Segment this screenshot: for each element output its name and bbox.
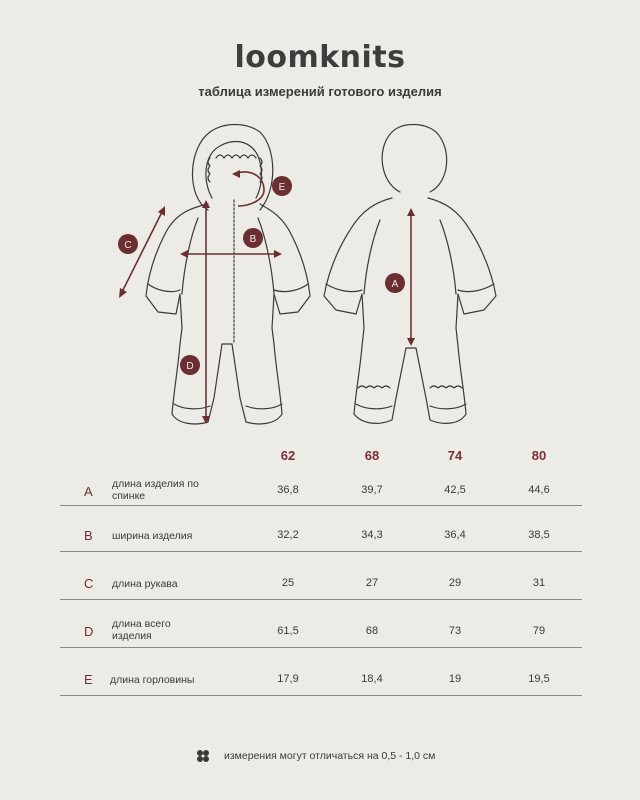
flower-icon: [196, 749, 210, 763]
table-row: [60, 474, 582, 506]
row-value: 32,2: [277, 529, 299, 541]
row-label: длина изделия по спинке: [112, 478, 199, 502]
row-value: 79: [532, 625, 546, 637]
row-label: длина горловины: [110, 674, 195, 686]
table-row: [60, 552, 582, 600]
row-value: 38,5: [528, 529, 550, 541]
row-value: 36,8: [277, 484, 299, 496]
row-value: 25: [281, 577, 295, 589]
table-row: [60, 506, 582, 552]
size-header-80: 80: [531, 448, 547, 463]
row-letter: A: [84, 484, 93, 499]
row-value: 31: [532, 577, 546, 589]
footnote-text: измерения могут отличаться на 0,5 - 1,0 см: [224, 750, 436, 762]
size-header-74: 74: [447, 448, 463, 463]
row-value: 19,5: [528, 673, 550, 685]
row-value: 61,5: [277, 625, 299, 637]
size-header-68: 68: [364, 448, 380, 463]
svg-text:E: E: [278, 182, 286, 193]
row-label: ширина изделия: [112, 530, 193, 542]
row-letter: E: [84, 672, 93, 687]
page-title: таблица измерений готового изделия: [198, 84, 442, 99]
jumpsuit-illustration: [100, 118, 540, 438]
row-label: длина всего изделия: [112, 618, 171, 642]
row-letter: D: [84, 624, 94, 639]
row-value: 34,3: [361, 529, 383, 541]
svg-text:B: B: [249, 234, 257, 245]
row-value: 39,7: [361, 484, 383, 496]
size-header-62: 62: [280, 448, 296, 463]
svg-text:A: A: [391, 279, 399, 290]
footnote: [196, 748, 435, 764]
front-jumpsuit-drawing: [146, 125, 310, 424]
row-letter: C: [84, 576, 94, 591]
brand-logo: loomknits: [234, 40, 406, 75]
row-label: длина рукава: [112, 578, 178, 590]
row-value: 18,4: [361, 673, 383, 685]
row-value: 73: [448, 625, 462, 637]
row-value: 19: [448, 673, 462, 685]
row-value: 42,5: [444, 484, 466, 496]
row-value: 36,4: [444, 529, 466, 541]
row-value: 27: [365, 577, 379, 589]
row-value: 68: [365, 625, 379, 637]
back-jumpsuit-drawing: [324, 125, 496, 424]
row-value: 29: [448, 577, 462, 589]
row-letter: B: [84, 528, 93, 543]
table-row: [60, 600, 582, 648]
row-value: 17,9: [277, 673, 299, 685]
row-value: 44,6: [528, 484, 550, 496]
svg-text:D: D: [186, 361, 194, 372]
table-row: [60, 648, 582, 696]
svg-text:C: C: [124, 240, 132, 251]
